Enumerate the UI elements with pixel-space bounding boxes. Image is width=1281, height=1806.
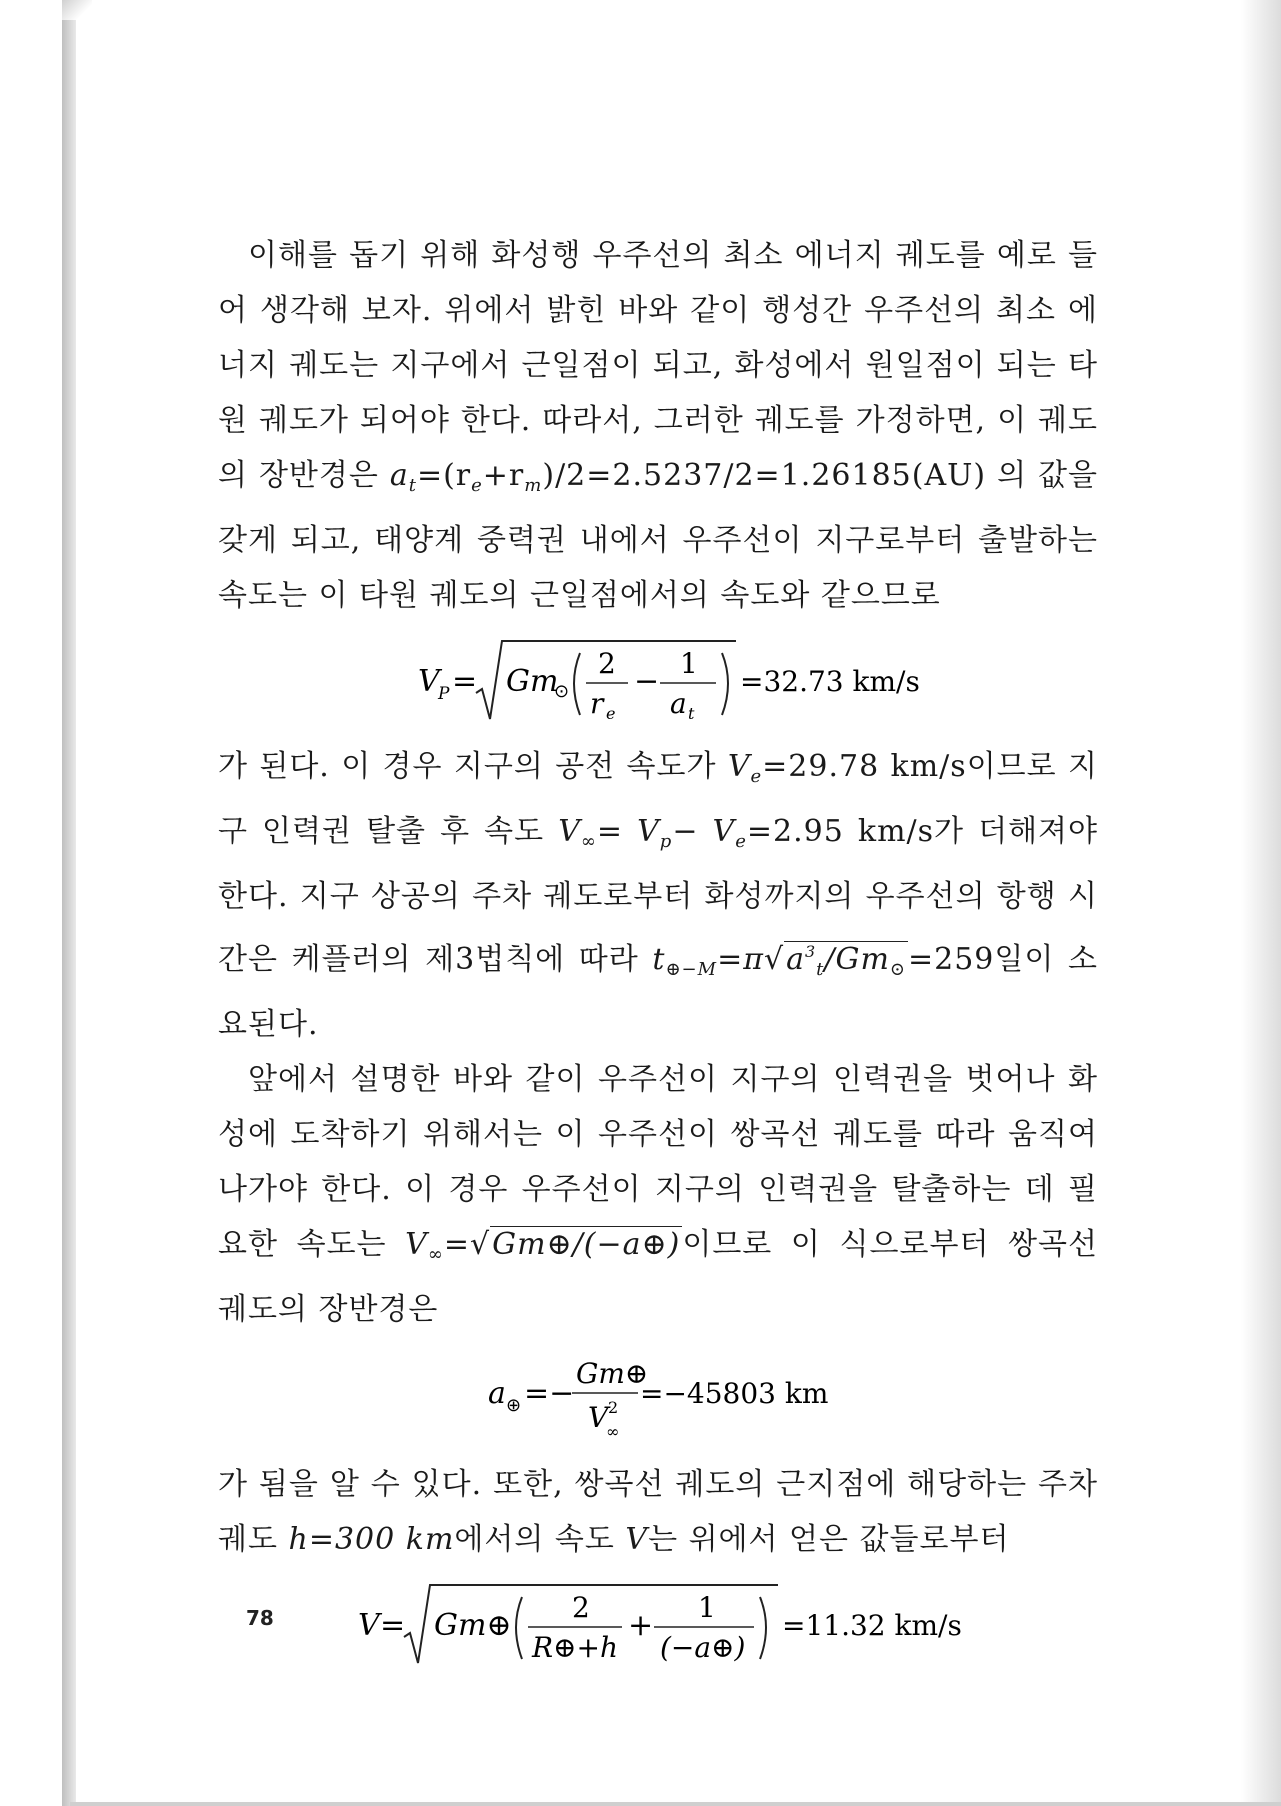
paragraph-4-a: 가 됨을 알 수 있다. 또한, 쌍곡선 궤도의 근지점에 해당하는 주차 궤도 xyxy=(218,1467,1098,1557)
a-result: =−45803 km xyxy=(640,1377,829,1410)
paragraph-3-b: 이므로 이 식으로부터 쌍곡선 궤도의 장반경은 xyxy=(218,1227,1098,1327)
paragraph-2-d: 일이 소요된다. xyxy=(218,942,1098,1042)
plus-r: +r xyxy=(482,458,525,493)
vp-gm: Gm xyxy=(506,664,559,699)
velocity-parking-orbit-formula xyxy=(218,1577,1098,1673)
vinf-value: =2.95 km/s xyxy=(746,814,935,849)
ve-symbol: V xyxy=(727,749,751,784)
vinf-subscript: ∞ xyxy=(580,831,597,852)
paragraph-2-b: 이므로 지구 인력권 탈출 후 속도 xyxy=(218,749,1098,849)
v-gm: Gm⊕ xyxy=(434,1608,512,1643)
a-lhs-sub: ⊕ xyxy=(506,1395,522,1416)
vp-sun-symbol: ⊙ xyxy=(554,681,570,702)
vp-num2: 1 xyxy=(680,647,698,680)
vp-lhs-sub: P xyxy=(438,684,450,704)
vp-formula-svg xyxy=(418,633,920,729)
vinf-symbol: V xyxy=(558,814,581,849)
t-sqrt-sub: t xyxy=(816,959,825,980)
ve-subscript: e xyxy=(750,766,763,787)
at-subscript: t xyxy=(408,475,417,496)
v-num1: 2 xyxy=(572,1591,590,1624)
sqrt-radical-2: √ xyxy=(469,1227,491,1262)
paragraph-4-b: 에서의 속도 xyxy=(454,1522,615,1557)
vp-equals: = xyxy=(452,664,478,699)
re-subscript: e xyxy=(471,475,483,496)
vp-minus: − xyxy=(634,664,660,699)
paragraph-1 xyxy=(218,228,1098,623)
page-bottom-edge xyxy=(70,1802,1281,1806)
paragraph-4-c: 는 위에서 얻은 값들로부터 xyxy=(648,1522,1010,1557)
vp-den1-sub: e xyxy=(606,704,616,723)
t-symbol: t xyxy=(652,942,666,977)
v-plus: + xyxy=(628,1608,654,1643)
t-equals-pi: =π xyxy=(717,942,764,977)
t-value: =259 xyxy=(908,942,995,977)
page-spine-edge xyxy=(62,0,76,1806)
minus-ve: − V xyxy=(672,814,736,849)
vp-right-paren xyxy=(722,653,728,715)
paragraph-4 xyxy=(218,1457,1098,1567)
v-lhs: V xyxy=(358,1608,380,1643)
t-sun-sub: ⊙ xyxy=(889,959,906,980)
v-num2: 1 xyxy=(698,1591,716,1624)
semi-major-axis-formula xyxy=(218,1347,1098,1447)
vp-subscript: p xyxy=(659,831,673,852)
t-subscript: ⊕−M xyxy=(665,959,718,980)
a-numerator: Gm⊕ xyxy=(576,1357,649,1390)
vinf2-symbol: V xyxy=(405,1227,428,1262)
paragraph-1-tail: 의 값을 갖게 되고, 태양계 중력권 내에서 우주선이 지구로부터 출발하는 속도는 이 타원 궤도의 근일점에서의 속도와 같으므로 xyxy=(218,458,1098,613)
paragraph-2-c: 가 더해져야 한다. 지구 상공의 주차 궤도로부터 화성까지의 우주선의 항행 시간은 케플러의 제3법칙에 따라 xyxy=(218,814,1099,977)
vinf-eq-vp: = V xyxy=(596,814,660,849)
v-result: =11.32 km/s xyxy=(782,1609,962,1642)
rm-subscript: m xyxy=(524,475,543,496)
a-equals-minus: =− xyxy=(524,1376,575,1411)
v-symbol: V xyxy=(625,1522,649,1557)
v-formula-svg xyxy=(358,1577,962,1673)
at-equals-open: =(r xyxy=(416,458,472,493)
ve-value: =29.78 km/s xyxy=(762,749,967,784)
t-sqrt-a: a xyxy=(786,942,805,977)
v-left-paren xyxy=(516,1597,522,1659)
v-right-paren xyxy=(760,1597,766,1659)
t-sqrt-sup: 3 xyxy=(804,942,817,961)
page-body xyxy=(218,228,1098,1683)
vp-lhs: V xyxy=(418,664,440,699)
page-right-shadow xyxy=(1241,0,1281,1806)
a-formula-svg xyxy=(488,1347,828,1447)
a-den-sup: 2 xyxy=(608,1398,619,1417)
a-denominator: V xyxy=(588,1401,609,1434)
v-den2: (−a⊕) xyxy=(660,1631,746,1664)
page-number: 78 xyxy=(246,1606,274,1630)
at-symbol: a xyxy=(389,458,409,493)
vinf2-equals: = xyxy=(443,1227,470,1262)
paragraph-2 xyxy=(218,739,1098,1052)
h-expression: h=300 km xyxy=(288,1522,455,1557)
ve-subscript-2: e xyxy=(735,831,747,852)
vp-den2: a xyxy=(670,687,687,720)
velocity-perihelion-formula xyxy=(218,633,1098,729)
vp-result: =32.73 km/s xyxy=(740,665,920,698)
vinf2-sqrt-content: Gm⊕/(−a⊕) xyxy=(492,1227,681,1262)
vinf2-subscript: ∞ xyxy=(427,1244,444,1265)
a-lhs: a xyxy=(488,1376,506,1411)
vp-den2-sub: t xyxy=(688,704,695,723)
t-sqrt-content xyxy=(784,941,908,980)
vp-den1: r xyxy=(590,687,604,720)
a-den-sub: ∞ xyxy=(606,1422,620,1441)
vp-num1: 2 xyxy=(598,647,616,680)
t-sqrt-over: /Gm xyxy=(824,942,890,977)
v-den1: R⊕+h xyxy=(532,1631,619,1664)
paragraph-3-a: 앞에서 설명한 바와 같이 우주선이 지구의 인력권을 벗어나 화성에 도착하기 위해서는 이 우주선이 쌍곡선 궤도를 따라 움직여 나가야 한다. 이 경우 우주선이 지구의 인력권을 탈출하는 데 필요한 속도는 xyxy=(218,1062,1098,1262)
page-corner-fold xyxy=(62,0,92,20)
paragraph-3 xyxy=(218,1052,1098,1337)
sqrt-radical: √ xyxy=(763,942,785,977)
vp-left-paren xyxy=(574,653,580,715)
v-equals: = xyxy=(380,1608,406,1643)
paragraph-2-a: 가 된다. 이 경우 지구의 공전 속도가 xyxy=(218,749,717,784)
at-result: )/2=2.5237/2=1.26185(AU) xyxy=(542,458,987,493)
paragraph-1-text: 이해를 돕기 위해 화성행 우주선의 최소 에너지 궤도를 예로 들어 생각해 보자. 위에서 밝힌 바와 같이 행성간 우주선의 최소 에너지 궤도는 지구에서 근일점이 되고, 화성에서 원일점이 되는 타원 궤도가 되어야 한다. 따라서, 그러한 궤도를 가정하면, 이 궤도의 장반경은 xyxy=(218,238,1098,493)
